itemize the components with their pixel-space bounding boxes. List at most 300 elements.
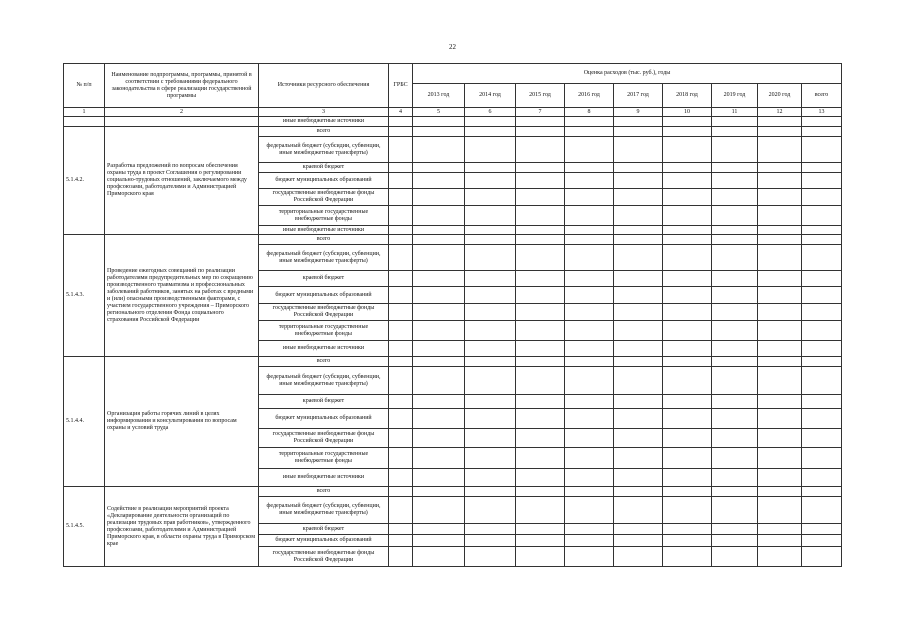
header-grbs: ГРБС [389, 64, 413, 108]
source-label: иные внебюджетные источники [259, 469, 389, 487]
cell-value [663, 173, 712, 189]
cell-value [758, 137, 802, 163]
source-label: краевой бюджет [259, 163, 389, 173]
cell-value [712, 357, 758, 367]
cell-value [712, 117, 758, 127]
cell-value [663, 321, 712, 341]
cell-value [663, 189, 712, 206]
cell-value [516, 163, 565, 173]
cell-value [663, 127, 712, 137]
cell-value [614, 163, 663, 173]
cell-value [663, 487, 712, 497]
cell-value [465, 367, 516, 395]
cell-value [516, 173, 565, 189]
column-index: 11 [712, 108, 758, 117]
header-year: 2015 год [516, 84, 565, 108]
column-index: 2 [105, 108, 259, 117]
cell-value [465, 287, 516, 304]
cell-value [465, 448, 516, 469]
cell-value [413, 429, 465, 448]
column-index: 3 [259, 108, 389, 117]
cell-value [663, 206, 712, 226]
cell-value [712, 127, 758, 137]
column-index: 13 [802, 108, 842, 117]
cell-value [614, 497, 663, 524]
cell-value [712, 235, 758, 245]
cell-value [516, 448, 565, 469]
cell-value [802, 163, 842, 173]
cell-value [413, 487, 465, 497]
cell-value [389, 235, 413, 245]
cell-value [516, 226, 565, 235]
cell-value [802, 189, 842, 206]
cell-value [389, 448, 413, 469]
cell-value [389, 189, 413, 206]
cell-value [389, 206, 413, 226]
cell-value [802, 271, 842, 287]
cell-value [758, 429, 802, 448]
cell-value [802, 535, 842, 547]
source-label: государственные внебюджетные фонды Российской Федерации [259, 547, 389, 567]
cell-value [712, 304, 758, 321]
cell-empty [105, 117, 259, 127]
cell-value [389, 304, 413, 321]
cell-value [413, 448, 465, 469]
item-code: 5.1.4.3. [64, 235, 105, 357]
cell-value [663, 357, 712, 367]
cell-value [413, 245, 465, 271]
cell-value [663, 271, 712, 287]
column-index: 12 [758, 108, 802, 117]
cell-value [516, 357, 565, 367]
cell-value [663, 287, 712, 304]
cell-value [758, 163, 802, 173]
cell-value [389, 117, 413, 127]
cell-value [712, 395, 758, 409]
cell-value [802, 341, 842, 357]
cell-value [516, 487, 565, 497]
cell-value [465, 497, 516, 524]
header-name: Наименование подпрограммы, программы, принятой в соответствии с требованиями федерального законодательства в сфере реализации государственной программы [105, 64, 259, 108]
cell-value [614, 226, 663, 235]
cell-value [565, 163, 614, 173]
cell-value [614, 448, 663, 469]
cell-value [516, 469, 565, 487]
cell-value [565, 487, 614, 497]
cell-value [413, 524, 465, 535]
cell-value [614, 173, 663, 189]
header-year: 2020 год [758, 84, 802, 108]
cell-value [663, 448, 712, 469]
cell-value [802, 127, 842, 137]
cell-value [389, 127, 413, 137]
cell-value [614, 487, 663, 497]
cell-value [516, 127, 565, 137]
cell-value [663, 137, 712, 163]
cell-value [465, 163, 516, 173]
cell-value [516, 304, 565, 321]
cell-value [712, 341, 758, 357]
item-name: Проведение ежегодных совещаний по реализации работодателями предупредительных мер по сокращению производственного травматизма и профессиональных заболеваний работников, занятых на работах с вредными и (или) опасными производственными факторами, с участием государственного учреждения – Приморского регионального отделения Фонда социального страхования Российской Федерации [105, 235, 259, 357]
cell-value [516, 206, 565, 226]
cell-value [802, 409, 842, 429]
header-year: всего [802, 84, 842, 108]
header-year: 2017 год [614, 84, 663, 108]
cell-value [389, 357, 413, 367]
cell-value [465, 487, 516, 497]
cell-value [712, 173, 758, 189]
cell-value [565, 395, 614, 409]
cell-value [758, 117, 802, 127]
cell-value [465, 206, 516, 226]
source-label: всего [259, 127, 389, 137]
cell-value [516, 395, 565, 409]
cell-value [413, 206, 465, 226]
cell-value [465, 395, 516, 409]
cell-value [663, 226, 712, 235]
cell-value [712, 163, 758, 173]
cell-value [516, 341, 565, 357]
cell-value [712, 321, 758, 341]
cell-value [758, 245, 802, 271]
cell-value [516, 271, 565, 287]
source-label: государственные внебюджетные фонды Российской Федерации [259, 429, 389, 448]
cell-value [614, 304, 663, 321]
cell-value [712, 524, 758, 535]
cell-value [516, 117, 565, 127]
cell-value [565, 321, 614, 341]
source-label: федеральный бюджет (субсидии, субвенции, иные межбюджетные трансферты) [259, 367, 389, 395]
cell-value [389, 226, 413, 235]
cell-value [712, 245, 758, 271]
cell-value [758, 127, 802, 137]
cell-value [413, 226, 465, 235]
column-index: 1 [64, 108, 105, 117]
cell-value [614, 189, 663, 206]
cell-value [389, 469, 413, 487]
cell-value [413, 535, 465, 547]
cell-value [516, 547, 565, 567]
cell-value [712, 497, 758, 524]
cell-value [663, 409, 712, 429]
cell-value [802, 497, 842, 524]
cell-value [389, 429, 413, 448]
item-name: Содействие в реализации мероприятий проекта «Декларирование деятельности организаций по реализации трудовых прав работников», утвержденного профсоюзами, работодателями и Администрацией Приморского края, в области охраны труда в Приморском крае [105, 487, 259, 567]
cell-value [712, 189, 758, 206]
cell-value [802, 429, 842, 448]
cell-value [712, 271, 758, 287]
cell-value [758, 524, 802, 535]
cell-value [565, 469, 614, 487]
cell-value [712, 448, 758, 469]
cell-value [465, 235, 516, 245]
cell-value [565, 304, 614, 321]
cell-value [465, 321, 516, 341]
cell-value [758, 395, 802, 409]
cell-value [663, 547, 712, 567]
column-index: 7 [516, 108, 565, 117]
source-label: бюджет муниципальных образований [259, 409, 389, 429]
source-label: бюджет муниципальных образований [259, 535, 389, 547]
cell-value [614, 535, 663, 547]
cell-value [413, 163, 465, 173]
source-label: территориальные государственные внебюджетные фонды [259, 321, 389, 341]
cell-value [516, 287, 565, 304]
cell-value [389, 137, 413, 163]
cell-value [413, 173, 465, 189]
cell-value [516, 235, 565, 245]
cell-value [758, 547, 802, 567]
cell-value [516, 137, 565, 163]
cell-value [758, 173, 802, 189]
cell-value [565, 547, 614, 567]
cell-value [663, 341, 712, 357]
cell-value [802, 117, 842, 127]
cell-value [413, 321, 465, 341]
cell-value [802, 226, 842, 235]
cell-value [465, 341, 516, 357]
cell-value [389, 409, 413, 429]
source-label: иные внебюджетные источники [259, 226, 389, 235]
cell-value [465, 127, 516, 137]
cell-value [712, 287, 758, 304]
cell-value [712, 429, 758, 448]
cell-value [413, 287, 465, 304]
source-label: краевой бюджет [259, 524, 389, 535]
item-code: 5.1.4.5. [64, 487, 105, 567]
cell-value [758, 235, 802, 245]
cell-value [712, 547, 758, 567]
cell-value [389, 547, 413, 567]
cell-value [614, 367, 663, 395]
cell-value [758, 535, 802, 547]
source-label: краевой бюджет [259, 271, 389, 287]
cell-value [465, 547, 516, 567]
cell-value [565, 245, 614, 271]
source-label: иные внебюджетные источники [259, 341, 389, 357]
cell-value [663, 245, 712, 271]
cell-value [758, 448, 802, 469]
cell-value [465, 173, 516, 189]
cell-value [516, 367, 565, 395]
cell-value [413, 469, 465, 487]
cell-value [712, 137, 758, 163]
source-label: бюджет муниципальных образований [259, 173, 389, 189]
cell-value [465, 117, 516, 127]
cell-value [663, 535, 712, 547]
header-source: Источники ресурсного обеспечения [259, 64, 389, 108]
cell-value [712, 469, 758, 487]
cell-value [614, 206, 663, 226]
cell-value [516, 497, 565, 524]
header-num: № п/п [64, 64, 105, 108]
cell-value [758, 409, 802, 429]
cell-value [389, 341, 413, 357]
cell-value [413, 137, 465, 163]
expenditure-table [63, 63, 842, 567]
cell-value [516, 245, 565, 271]
cell-value [389, 287, 413, 304]
cell-value [389, 497, 413, 524]
cell-value [614, 235, 663, 245]
cell-value [758, 271, 802, 287]
cell-value [565, 271, 614, 287]
cell-value [565, 235, 614, 245]
cell-value [389, 367, 413, 395]
cell-value [389, 487, 413, 497]
cell-value [413, 341, 465, 357]
cell-value [614, 547, 663, 567]
cell-value [802, 206, 842, 226]
cell-value [389, 395, 413, 409]
cell-value [465, 304, 516, 321]
cell-value [565, 429, 614, 448]
cell-value [802, 235, 842, 245]
header-year: 2016 год [565, 84, 614, 108]
cell-value [413, 271, 465, 287]
cell-value [663, 429, 712, 448]
cell-value [413, 127, 465, 137]
cell-value [758, 469, 802, 487]
cell-value [614, 409, 663, 429]
cell-value [614, 357, 663, 367]
cell-value [712, 409, 758, 429]
column-index: 4 [389, 108, 413, 117]
cell-empty [64, 117, 105, 127]
table-row [64, 117, 842, 127]
source-label: территориальные государственные внебюджетные фонды [259, 206, 389, 226]
cell-value [758, 189, 802, 206]
cell-value [389, 271, 413, 287]
cell-value [565, 117, 614, 127]
cell-value [712, 206, 758, 226]
cell-value [614, 245, 663, 271]
cell-value [413, 235, 465, 245]
source-label: территориальные государственные внебюджетные фонды [259, 448, 389, 469]
cell-value [413, 409, 465, 429]
cell-value [802, 448, 842, 469]
cell-value [802, 395, 842, 409]
cell-value [758, 321, 802, 341]
cell-value [565, 287, 614, 304]
cell-value [614, 429, 663, 448]
cell-value [663, 497, 712, 524]
cell-value [389, 173, 413, 189]
cell-value [758, 367, 802, 395]
cell-value [802, 469, 842, 487]
cell-value [712, 367, 758, 395]
cell-value [465, 137, 516, 163]
cell-value [516, 409, 565, 429]
cell-value [758, 357, 802, 367]
table-row [64, 235, 842, 245]
cell-value [802, 173, 842, 189]
cell-value [802, 547, 842, 567]
header-year: 2013 год [413, 84, 465, 108]
source-label: бюджет муниципальных образований [259, 287, 389, 304]
table-row [64, 127, 842, 137]
cell-value [663, 524, 712, 535]
cell-value [614, 341, 663, 357]
cell-value [614, 117, 663, 127]
cell-value [712, 226, 758, 235]
cell-value [663, 367, 712, 395]
cell-value [663, 395, 712, 409]
cell-value [565, 226, 614, 235]
item-code: 5.1.4.2. [64, 127, 105, 235]
cell-value [565, 367, 614, 395]
item-code: 5.1.4.4. [64, 357, 105, 487]
source-label: краевой бюджет [259, 395, 389, 409]
cell-value [413, 497, 465, 524]
cell-value [712, 535, 758, 547]
source-label: всего [259, 235, 389, 245]
cell-value [413, 189, 465, 206]
cell-value [465, 524, 516, 535]
item-name: Разработка предложений по вопросам обеспечения охраны труда в проект Соглашения о регулировании социально-трудовых отношений, заключаемого между профсоюзами, работодателями и Администрацией Приморского края [105, 127, 259, 235]
cell-value [465, 189, 516, 206]
cell-value [465, 245, 516, 271]
cell-value [614, 524, 663, 535]
cell-value [465, 357, 516, 367]
cell-value [758, 497, 802, 524]
cell-value [758, 304, 802, 321]
cell-value [663, 304, 712, 321]
cell-value [465, 469, 516, 487]
source-label: федеральный бюджет (субсидии, субвенции, иные межбюджетные трансферты) [259, 137, 389, 163]
header-year: 2014 год [465, 84, 516, 108]
cell-value [565, 189, 614, 206]
cell-value [565, 409, 614, 429]
column-index: 10 [663, 108, 712, 117]
source-label: всего [259, 357, 389, 367]
header-year: 2018 год [663, 84, 712, 108]
cell-value [516, 535, 565, 547]
cell-value [413, 547, 465, 567]
cell-value [389, 535, 413, 547]
cell-value [565, 137, 614, 163]
cell-value [614, 321, 663, 341]
column-index: 8 [565, 108, 614, 117]
cell-value [802, 357, 842, 367]
source-label: государственные внебюджетные фонды Российской Федерации [259, 304, 389, 321]
cell-value [802, 287, 842, 304]
cell-value [516, 429, 565, 448]
source-label: всего [259, 487, 389, 497]
cell-value [614, 395, 663, 409]
source-label: федеральный бюджет (субсидии, субвенции, иные межбюджетные трансферты) [259, 497, 389, 524]
header-estimate: Оценка расходов (тыс. руб.), годы [413, 64, 842, 84]
cell-value [802, 137, 842, 163]
table-row [64, 357, 842, 367]
cell-value [758, 341, 802, 357]
cell-value [389, 524, 413, 535]
source-label: иные внебюджетные источники [259, 117, 389, 127]
cell-value [758, 226, 802, 235]
cell-value [802, 367, 842, 395]
column-index: 9 [614, 108, 663, 117]
cell-value [465, 271, 516, 287]
source-label: государственные внебюджетные фонды Российской Федерации [259, 189, 389, 206]
cell-value [565, 448, 614, 469]
header-year: 2019 год [712, 84, 758, 108]
cell-value [614, 137, 663, 163]
cell-value [802, 245, 842, 271]
column-index: 6 [465, 108, 516, 117]
cell-value [663, 163, 712, 173]
cell-value [413, 357, 465, 367]
cell-value [802, 304, 842, 321]
